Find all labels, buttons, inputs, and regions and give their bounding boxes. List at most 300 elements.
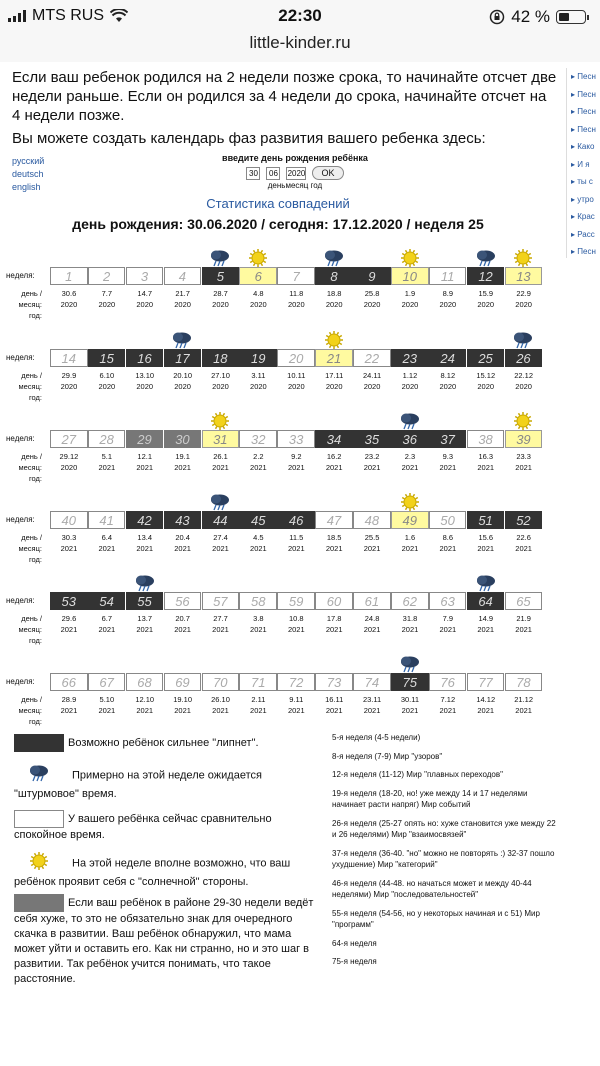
storm-cloud-icon <box>209 493 231 515</box>
week-number: 46 <box>288 513 304 528</box>
storm-cloud-icon <box>171 331 193 353</box>
week-cell <box>164 673 202 691</box>
week-cell <box>315 267 353 285</box>
dark-box-icon <box>14 734 64 752</box>
week-row <box>50 511 543 529</box>
week-cell <box>391 267 429 285</box>
week-cell <box>429 592 467 610</box>
week-cell <box>126 349 164 367</box>
year-value: 2021 <box>515 544 532 553</box>
week-cell <box>467 511 505 529</box>
week-cell <box>126 592 164 610</box>
storm-cloud-icon <box>28 764 50 787</box>
lang-link-russian[interactable]: русский <box>12 156 45 166</box>
year-value: 2021 <box>515 706 532 715</box>
year-value: 2021 <box>98 706 116 715</box>
birthday-summary: день рождения: 30.06.2020 / сегодня: 17.12.2020 / неделя 25 <box>72 216 484 232</box>
week-cell <box>126 430 164 448</box>
day-values <box>50 694 543 705</box>
day-value: 22.12 <box>514 371 534 380</box>
year-value: 2021 <box>174 625 191 634</box>
day-value: 27.7 <box>213 614 228 623</box>
year-values <box>50 624 543 635</box>
storm-cloud-icon <box>399 655 421 677</box>
status-bar <box>0 0 600 30</box>
sidebar-link[interactable]: ▸ Песн <box>571 247 596 256</box>
week-cell <box>429 430 467 448</box>
week-number: 52 <box>516 513 531 528</box>
legend-text: Если ваш ребёнок в районе 29-30 недели ведёт себя хуже, то это не обязательно знак для очередного скачка в развитии. Ваш ребёнок обнаружил, что мама может уйти и оставить его. Как ни странно, но и это шаг в развитии. Так ребёнок учится понимать, что такое расстояние. <box>14 896 314 985</box>
lang-link-english[interactable]: english <box>12 182 41 192</box>
week-cell <box>353 267 391 285</box>
week-cell <box>353 430 391 448</box>
day-value: 9.11 <box>289 695 304 704</box>
sidebar-link[interactable]: ▸ Песн <box>571 107 596 116</box>
week-number: 20 <box>288 351 304 366</box>
week-cell <box>88 267 126 285</box>
legend-item <box>14 734 314 752</box>
day-value: 10.8 <box>288 614 304 623</box>
day-value: 21.12 <box>514 695 534 704</box>
week-number: 77 <box>478 675 493 690</box>
year-value: 2020 <box>515 382 532 391</box>
day-value: 30.6 <box>61 289 77 298</box>
week-cell <box>391 349 429 367</box>
week-number: 31 <box>213 432 228 447</box>
day-value: 31.8 <box>402 614 418 623</box>
meta-label: день / <box>21 533 42 542</box>
year-value: 2021 <box>287 544 305 553</box>
week-number: 76 <box>440 675 455 690</box>
week-number: 72 <box>288 675 304 690</box>
year-value: 2020 <box>439 300 457 309</box>
week-cell <box>88 430 126 448</box>
day-value: 6.4 <box>101 533 113 542</box>
week-number: 47 <box>326 513 342 528</box>
day-value: 17.11 <box>325 371 344 380</box>
week-cell <box>429 673 467 691</box>
meta-label: день / <box>21 289 42 298</box>
week-number: 61 <box>364 594 380 609</box>
year-value: 2021 <box>212 463 229 472</box>
year-value: 2021 <box>212 706 229 715</box>
week-number: 41 <box>99 513 114 528</box>
day-value: 15.9 <box>478 289 494 298</box>
week-cell <box>505 511 543 529</box>
week-number: 43 <box>175 513 190 528</box>
day-value: 6.10 <box>99 371 115 380</box>
stats-link[interactable]: Статистика совпадений <box>206 196 350 211</box>
week-number: 69 <box>175 675 190 690</box>
sun-icon <box>512 249 534 271</box>
year-value: 2021 <box>136 625 154 634</box>
sidebar-link[interactable]: ▸ Расс <box>571 229 595 239</box>
meta-label: год: <box>28 311 42 320</box>
day-value: 18.5 <box>326 533 342 542</box>
year-value: 2021 <box>515 625 532 634</box>
sidebar-link[interactable]: ▸ утро <box>571 194 594 204</box>
week-cell <box>277 592 315 610</box>
day-value: 26.10 <box>211 695 230 704</box>
legend-item <box>14 852 314 890</box>
week-number: 63 <box>440 594 455 609</box>
battery-area <box>489 7 586 27</box>
page-content <box>0 62 600 1066</box>
week-cell <box>391 511 429 529</box>
week-number: 48 <box>364 513 380 528</box>
year-value: 2021 <box>439 706 457 715</box>
storm-cloud-icon <box>475 574 497 596</box>
legend-text: Возможно ребёнок сильнее "липнет". <box>68 736 259 749</box>
week-cell <box>505 673 543 691</box>
meta-label: день / <box>21 695 42 704</box>
clock: 22:30 <box>278 6 322 25</box>
gray-box-icon <box>14 894 64 912</box>
day-value: 7.7 <box>101 289 113 298</box>
week-cell <box>277 267 315 285</box>
year-value: 2020 <box>174 382 191 391</box>
week-number: 53 <box>61 594 76 609</box>
year-value: 2020 <box>439 382 457 391</box>
week-cell <box>429 349 467 367</box>
week-cell <box>239 511 277 529</box>
week-cell <box>429 267 467 285</box>
day-value: 8.12 <box>440 371 456 380</box>
day-value: 24.11 <box>362 371 382 380</box>
day-value: 30.3 <box>61 533 77 542</box>
meta-label: месяц: <box>18 706 42 715</box>
ok-button[interactable]: OK <box>312 166 343 180</box>
meta-label: месяц: <box>18 544 42 553</box>
week-number: 40 <box>61 513 76 528</box>
day-value: 13.10 <box>135 371 155 380</box>
day-value: 29.6 <box>61 614 77 623</box>
year-value: 2021 <box>250 544 267 553</box>
week-number: 74 <box>364 675 380 690</box>
year-value: 2021 <box>477 463 495 472</box>
meta-label: месяц: <box>18 382 42 391</box>
week-number: 23 <box>402 351 417 366</box>
year-value: 2021 <box>363 463 381 472</box>
year-input[interactable]: 2020 <box>287 168 306 178</box>
year-value: 2021 <box>439 544 457 553</box>
storm-cloud-icon <box>209 249 231 271</box>
week-label: неделя: <box>6 677 35 686</box>
week-number: 22 <box>364 351 380 366</box>
day-value: 15.12 <box>476 371 496 380</box>
week-cell <box>391 673 429 691</box>
week-cell <box>239 430 277 448</box>
day-value: 1.9 <box>404 289 416 298</box>
year-value: 2021 <box>401 625 419 634</box>
week-cell <box>467 349 505 367</box>
week-cell <box>202 267 240 285</box>
year-value: 2020 <box>60 382 78 391</box>
legend-item <box>14 894 314 987</box>
week-number: 1 <box>65 269 73 284</box>
legend-text: Примерно на этой неделе ожидается "штурмовое" время. <box>14 769 262 800</box>
week-number: 6 <box>254 269 262 284</box>
note-item: 26-я неделя (25-27 опять но: хуже становится уже между 22 и 26 неделями) Мир "взаимосвязей" <box>332 818 556 839</box>
week-number: 12 <box>478 269 493 284</box>
storm-cloud-icon <box>399 412 421 434</box>
year-value: 2020 <box>287 300 305 309</box>
day-value: 4.5 <box>253 533 264 542</box>
week-cell <box>429 511 467 529</box>
week-cell <box>50 592 88 610</box>
week-row <box>50 430 543 448</box>
day-value: 16.3 <box>478 452 494 461</box>
week-number: 7 <box>292 269 300 284</box>
week-cell <box>88 673 126 691</box>
week-label: неделя: <box>6 596 35 605</box>
note-item: 55-я неделя (54-56, но у некоторых начиная и с 51) Мир "программ" <box>332 908 540 929</box>
day-value: 24.8 <box>364 614 380 623</box>
sidebar-link[interactable]: ▸ ты с <box>571 177 593 186</box>
week-cell <box>277 430 315 448</box>
day-value: 1.12 <box>402 371 418 380</box>
week-number: 10 <box>402 269 417 284</box>
day-value: 16.2 <box>326 452 342 461</box>
week-number: 42 <box>137 513 152 528</box>
year-value: 2021 <box>212 625 229 634</box>
year-value: 2021 <box>325 706 343 715</box>
year-value: 2021 <box>401 463 419 472</box>
week-cell <box>353 592 391 610</box>
week-label: неделя: <box>6 271 35 280</box>
week-number: 9 <box>368 269 376 284</box>
week-number: 50 <box>440 513 455 528</box>
week-number: 13 <box>516 269 531 284</box>
week-number: 34 <box>326 432 342 447</box>
week-cell <box>164 511 202 529</box>
year-value: 2020 <box>98 300 116 309</box>
day-value: 16.11 <box>325 695 344 704</box>
note-item: 37-я неделя (36-40. "но" можно не повторять :) 32-37 пошло ухудшение) Мир "категорий" <box>332 848 555 869</box>
week-number: 57 <box>213 594 228 609</box>
legend-text: На этой неделе вполне возможно, что ваш ребёнок проявит себя с "солнечной" стороны. <box>14 857 291 888</box>
day-value: 22.9 <box>516 289 531 298</box>
year-value: 2021 <box>439 463 457 472</box>
week-cell <box>50 349 88 367</box>
week-number: 67 <box>99 675 114 690</box>
week-cell <box>88 511 126 529</box>
week-cell <box>202 349 240 367</box>
year-value: 2021 <box>174 463 191 472</box>
day-value: 14.9 <box>478 614 494 623</box>
day-value: 7.9 <box>442 614 454 623</box>
day-value: 25.5 <box>364 533 380 542</box>
year-value: 2021 <box>325 463 343 472</box>
week-cell <box>505 592 543 610</box>
day-value: 10.11 <box>287 371 306 380</box>
sun-icon <box>399 249 421 271</box>
sidebar-link[interactable]: ▸ Песн <box>571 89 596 99</box>
year-value: 2021 <box>136 463 154 472</box>
day-value: 3.8 <box>253 614 264 623</box>
week-cell <box>391 430 429 448</box>
week-number: 27 <box>61 432 76 447</box>
day-values <box>50 451 543 462</box>
year-value: 2020 <box>60 463 78 472</box>
meta-label: день / <box>21 614 42 623</box>
week-label: неделя: <box>6 353 35 362</box>
week-number: 2 <box>103 269 111 284</box>
week-cell <box>126 673 164 691</box>
week-cell <box>315 430 353 448</box>
week-cell <box>50 673 88 691</box>
year-value: 2020 <box>212 300 229 309</box>
day-value: 27.4 <box>213 533 228 542</box>
day-values <box>50 532 543 543</box>
birthday-form <box>150 153 440 190</box>
sidebar <box>566 68 600 258</box>
week-number: 32 <box>250 432 266 447</box>
day-value: 20.10 <box>173 371 192 380</box>
day-value: 8.9 <box>442 289 454 298</box>
week-cell <box>164 267 202 285</box>
week-number: 68 <box>137 675 152 690</box>
year-value: 2020 <box>98 382 116 391</box>
sidebar-link[interactable]: ▸ Песн <box>571 72 596 81</box>
year-value: 2020 <box>212 382 229 391</box>
year-value: 2020 <box>401 382 419 391</box>
year-value: 2021 <box>250 625 267 634</box>
url-bar[interactable]: little-kinder.ru <box>0 30 600 62</box>
year-value: 2021 <box>439 625 457 634</box>
week-cell <box>202 673 240 691</box>
day-value: 17.8 <box>326 614 342 623</box>
year-value: 2021 <box>287 463 305 472</box>
year-value: 2020 <box>174 300 191 309</box>
day-value: 13.4 <box>137 533 153 542</box>
year-value: 2021 <box>136 706 154 715</box>
week-number: 58 <box>250 594 266 609</box>
week-cell <box>505 430 543 448</box>
meta-label: день / <box>21 371 42 380</box>
week-cell <box>277 511 315 529</box>
year-value: 2021 <box>401 706 419 715</box>
day-values <box>50 370 543 381</box>
year-values <box>50 462 543 473</box>
week-number: 60 <box>326 594 342 609</box>
week-number: 70 <box>213 675 228 690</box>
week-cell <box>164 349 202 367</box>
day-value: 1.6 <box>404 533 416 542</box>
year-value: 2020 <box>136 300 154 309</box>
day-value: 12.1 <box>137 452 153 461</box>
week-number: 11 <box>440 269 455 284</box>
week-number: 21 <box>326 351 342 366</box>
week-cell <box>202 430 240 448</box>
day-input[interactable]: 30 <box>246 167 260 180</box>
year-value: 2020 <box>60 300 78 309</box>
form-sub-label: деньмесяц год <box>267 181 323 190</box>
week-number: 56 <box>175 594 190 609</box>
year-value: 2020 <box>401 300 419 309</box>
week-cell <box>505 349 543 367</box>
day-value: 28.9 <box>61 695 77 704</box>
lang-link-german[interactable]: deutsch <box>12 169 44 179</box>
year-value: 2021 <box>136 544 154 553</box>
note-item: 12-я неделя (11-12) Мир "плавных переходов" <box>332 770 503 779</box>
week-number: 66 <box>61 675 76 690</box>
year-values <box>50 543 543 554</box>
note-item: 64-я неделя <box>332 938 377 948</box>
year-value: 2020 <box>287 382 305 391</box>
meta-label: год: <box>28 636 42 645</box>
week-cell <box>315 511 353 529</box>
year-value: 2021 <box>515 463 532 472</box>
week-cell <box>50 430 88 448</box>
meta-label: год: <box>28 474 42 483</box>
week-number: 37 <box>440 432 455 447</box>
day-value: 8.6 <box>442 533 454 542</box>
day-value: 14.12 <box>476 695 496 704</box>
year-values <box>50 705 543 716</box>
day-value: 3.11 <box>251 371 266 380</box>
week-cell <box>277 673 315 691</box>
week-number: 44 <box>213 513 228 528</box>
week-number: 45 <box>250 513 266 528</box>
week-cell <box>467 592 505 610</box>
day-value: 4.8 <box>253 289 264 298</box>
year-value: 2020 <box>363 300 381 309</box>
storm-cloud-icon <box>323 249 345 271</box>
week-number: 24 <box>440 351 455 366</box>
month-input[interactable]: 06 <box>266 167 280 180</box>
meta-label: месяц: <box>18 625 42 634</box>
day-value: 23.11 <box>362 695 382 704</box>
sun-icon <box>399 493 421 515</box>
week-number: 64 <box>478 594 493 609</box>
notes-list <box>332 732 562 975</box>
week-cell <box>202 592 240 610</box>
year-value: 2020 <box>363 382 381 391</box>
year-value: 2021 <box>60 625 78 634</box>
year-value: 2020 <box>325 382 343 391</box>
year-value: 2021 <box>287 625 305 634</box>
year-value: 2021 <box>98 463 116 472</box>
sun-icon <box>323 331 345 353</box>
week-number: 75 <box>402 675 417 690</box>
week-number: 30 <box>175 432 190 447</box>
week-number: 15 <box>99 351 114 366</box>
sidebar-link[interactable]: ▸ Песн <box>571 124 596 134</box>
week-number: 17 <box>175 351 190 366</box>
day-value: 18.8 <box>326 289 342 298</box>
year-value: 2021 <box>174 544 191 553</box>
week-number: 29 <box>137 432 152 447</box>
week-number: 4 <box>178 269 187 284</box>
year-value: 2021 <box>212 544 229 553</box>
carrier-label: MTS RUS <box>32 7 104 24</box>
sidebar-link[interactable]: ▸ И я <box>571 159 590 169</box>
storm-cloud-icon <box>475 249 497 271</box>
week-cell <box>315 592 353 610</box>
sun-icon <box>247 249 269 271</box>
day-value: 5.1 <box>101 452 113 461</box>
year-value: 2021 <box>325 544 343 553</box>
week-number: 3 <box>140 269 149 284</box>
empty-box-icon <box>14 810 64 828</box>
sidebar-link[interactable]: ▸ Крас <box>571 212 595 221</box>
day-value: 14.7 <box>137 289 153 298</box>
week-number: 38 <box>478 432 493 447</box>
week-cell <box>50 511 88 529</box>
day-value: 28.7 <box>213 289 228 298</box>
sidebar-link[interactable]: ▸ Како <box>571 142 595 151</box>
